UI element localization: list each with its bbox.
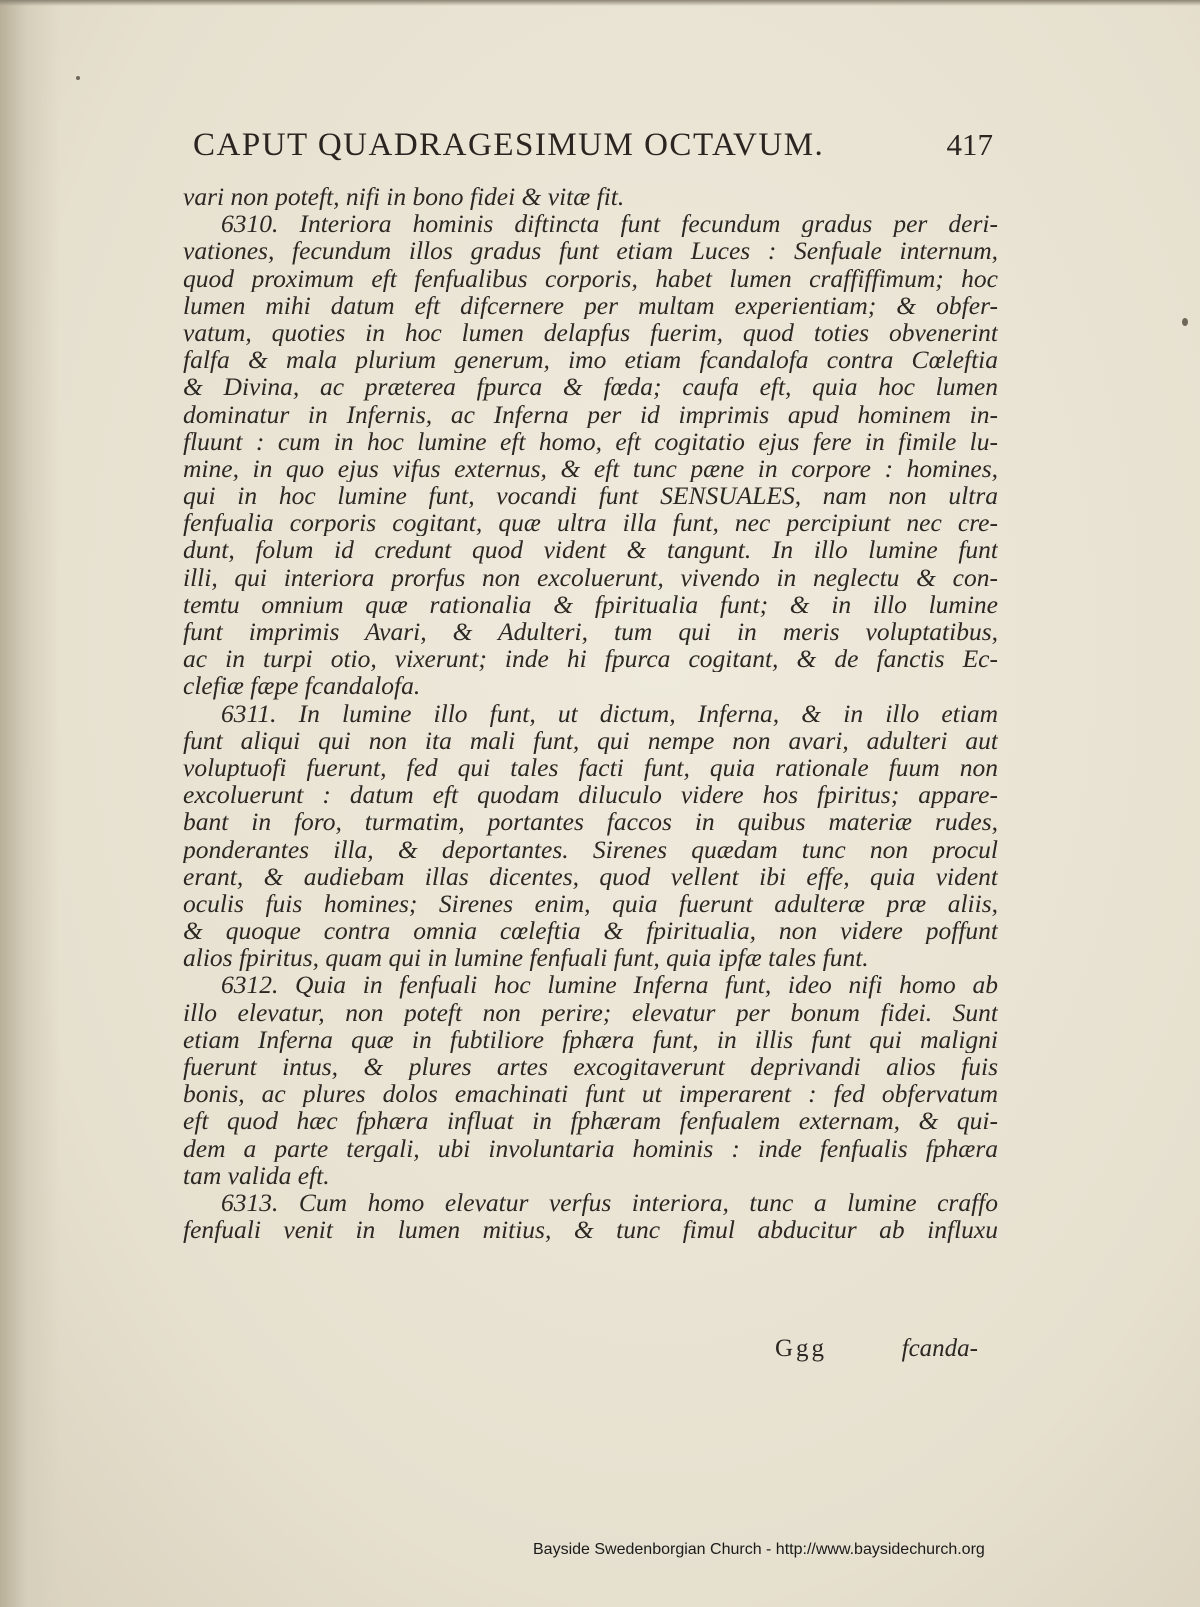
page-top-edge — [0, 0, 1200, 6]
text-line: bonis, ac plures dolos emachinati funt ut imperarent : fed obfervatum — [183, 1080, 998, 1108]
gutter-shadow — [0, 0, 60, 1607]
text-line: voluptuofi fuerunt, fed qui tales facti funt, quia rationale fuum non — [183, 753, 998, 782]
page-bottom-marks — [183, 1335, 998, 1365]
footer-credit: Bayside Swedenborgian Church - http://www.baysidechurch.org — [533, 1541, 985, 1558]
text-line: illo elevatur, non poteft non perire; elevatur per bonum fidei. Sunt — [183, 998, 998, 1026]
catchword: fcanda- — [901, 1335, 978, 1362]
text-line: quod proximum eft fenfualibus corporis, habet lumen craffiffimum; hoc — [183, 264, 998, 292]
text-line: vationes, fecundum illos gradus funt etiam Luces : Senfuale internum, — [183, 237, 998, 265]
signature-mark: Ggg — [775, 1335, 828, 1362]
header-title: CAPUT QUADRAGESIMUM OCTAVUM. — [193, 127, 825, 163]
text-line: ponderantes illa, & deportantes. Sirenes quædam tunc non procul — [183, 835, 998, 863]
text-line: bant in foro, turmatim, portantes faccos in quibus materiæ rudes, — [183, 808, 998, 836]
page-number: 417 — [946, 127, 993, 162]
running-header — [193, 127, 993, 164]
text-line: fuerunt intus, & plures artes excogitaverunt deprivandi alios fuis — [183, 1053, 998, 1081]
paper-speck — [76, 76, 80, 80]
text-line: 6311. In lumine illo funt, ut dictum, Inferna, & in illo etiam — [221, 699, 998, 727]
text-line: dem a parte tergali, ubi involuntaria hominis : inde fenfualis fphæra — [183, 1134, 998, 1162]
text-line: funt aliqui qui non ita mali funt, qui nempe non avari, adulteri aut — [183, 726, 998, 754]
text-line: fenfuali venit in lumen mitius, & tunc fimul abducitur ab influxu — [183, 1216, 998, 1244]
text-line: ac in turpi otio, vixerunt; inde hi fpurca cogitant, & de fanctis Ec- — [183, 645, 998, 673]
text-line: dunt, folum id credunt quod vident & tangunt. In illo lumine funt — [183, 536, 998, 564]
text-line: & quoque contra omnia cœleftia & fpiritualia, non videre poffunt — [183, 917, 998, 945]
body-text — [183, 183, 998, 1243]
text-line: 6312. Quia in fenfuali hoc lumine Inferna funt, ideo nifi homo ab — [221, 971, 998, 999]
text-line: lumen mihi datum eft difcernere per multam experientiam; & obfer- — [183, 291, 998, 319]
text-line: mine, in quo ejus vifus externus, & eft tunc pæne in corpore : homines, — [183, 454, 998, 483]
paper-speck — [1182, 318, 1188, 326]
text-line: & Divina, ac præterea fpurca & fœda; caufa eft, quia hoc lumen — [183, 373, 998, 401]
text-line: alios fpiritus, quam qui in lumine fenfuali funt, quia ipfæ tales funt. — [183, 944, 869, 972]
text-line: 6313. Cum homo elevatur verfus interiora, tunc a lumine craffo — [221, 1188, 998, 1217]
text-line: excoluerunt : datum eft quodam diluculo videre hos fpiritus; appare- — [183, 781, 998, 809]
text-line: eft quod hæc fphæra influat in fphæram fenfualem externam, & qui- — [183, 1107, 998, 1135]
text-line: clefiæ fæpe fcandalofa. — [183, 672, 421, 700]
text-line: vari non poteft, nifi in bono fidei & vitæ fit. — [183, 183, 625, 211]
text-line: temtu omnium quæ rationalia & fpiritualia funt; & in illo lumine — [183, 590, 998, 618]
text-line: vatum, quoties in hoc lumen delapfus fuerim, quod toties obvenerint — [183, 318, 998, 347]
text-line: erant, & audiebam illas dicentes, quod vellent ibi effe, quia vident — [183, 862, 998, 890]
text-line: fluunt : cum in hoc lumine eft homo, eft cogitatio ejus fere in fimile lu- — [183, 427, 998, 455]
text-line: dominatur in Infernis, ac Inferna per id imprimis apud hominem in- — [183, 400, 998, 428]
text-line: 6310. Interiora hominis diftincta funt fecundum gradus per deri- — [221, 210, 998, 238]
text-line: falfa & mala plurium generum, imo etiam fcandalofa contra Cœleftia — [183, 346, 998, 374]
text-line: fenfualia corporis cogitant, quæ ultra illa funt, nec percipiunt nec cre- — [183, 509, 998, 537]
text-line: qui in hoc lumine funt, vocandi funt SENSUALES, nam non ultra — [183, 482, 998, 510]
text-line: etiam Inferna quæ in fubtiliore fphæra funt, in illis funt qui maligni — [183, 1025, 998, 1053]
text-line: oculis fuis homines; Sirenes enim, quia fuerunt adulteræ præ aliis, — [183, 889, 998, 918]
text-line: illi, qui interiora prorfus non excoluerunt, vivendo in neglectu & con- — [183, 563, 998, 591]
text-line: funt imprimis Avari, & Adulteri, tum qui in meris voluptatibus, — [183, 618, 998, 646]
text-line: tam valida eft. — [183, 1161, 330, 1189]
